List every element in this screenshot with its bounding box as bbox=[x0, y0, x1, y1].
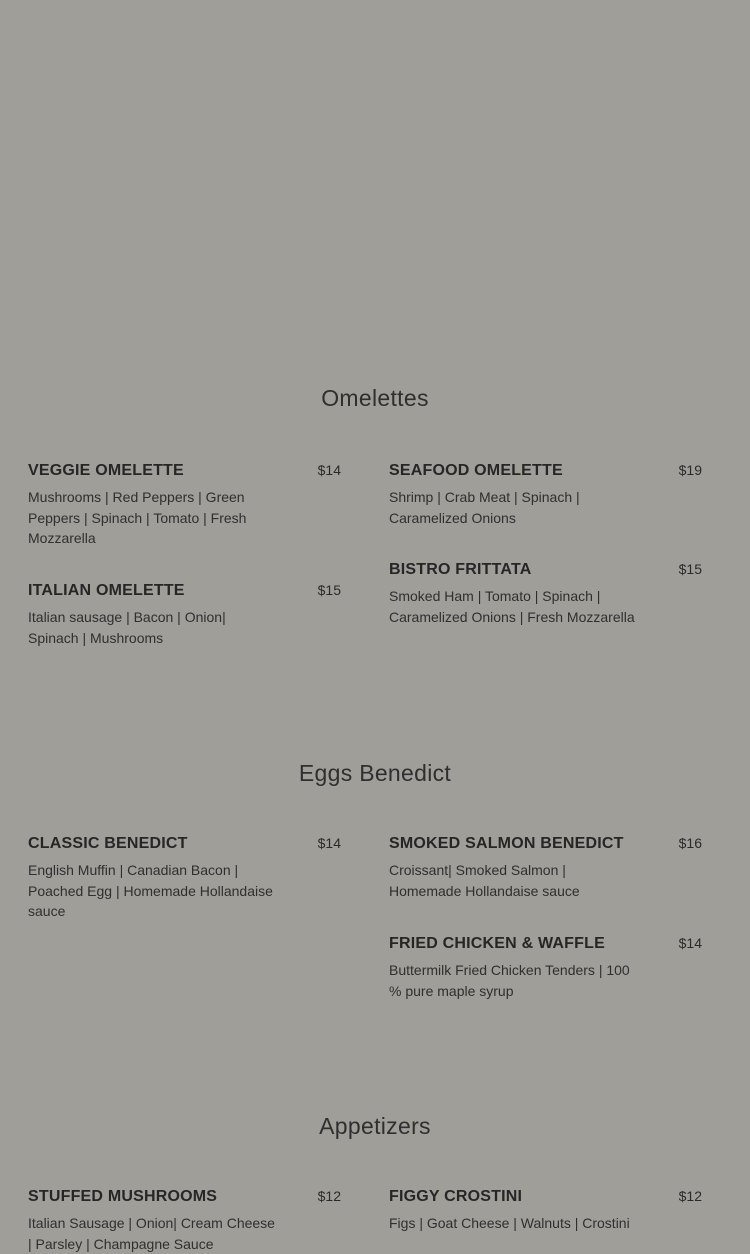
menu-item-bistro-frittata bbox=[389, 560, 702, 627]
item-description: Figs | Goat Cheese | Walnuts | Crostini bbox=[389, 1215, 630, 1231]
item-name: FRIED CHICKEN & WAFFLE bbox=[389, 935, 605, 952]
section-title-eggs-benedict: Eggs Benedict bbox=[298, 760, 452, 786]
item-description: Smoked Ham | Tomato | Spinach | Caramelized Onions | Fresh Mozzarella bbox=[389, 588, 635, 625]
menu-item-stuffed-mushrooms bbox=[28, 1187, 341, 1254]
item-name: CLASSIC BENEDICT bbox=[28, 835, 188, 852]
item-name: FIGGY CROSTINI bbox=[389, 1188, 523, 1205]
item-name: SEAFOOD OMELETTE bbox=[389, 462, 563, 479]
menu-item-smoked-salmon-benedict bbox=[389, 834, 702, 901]
menu-item-veggie-omelette bbox=[28, 461, 341, 549]
item-price: $15 bbox=[678, 561, 702, 577]
item-name: STUFFED MUSHROOMS bbox=[28, 1188, 218, 1205]
item-price: $16 bbox=[678, 835, 702, 851]
menu-item-seafood-omelette bbox=[389, 461, 702, 528]
item-price: $14 bbox=[317, 835, 341, 851]
item-name: SMOKED SALMON BENEDICT bbox=[389, 835, 624, 852]
item-description: Italian sausage | Bacon | Onion| Spinach | Mushrooms bbox=[28, 609, 226, 646]
item-description: Croissant| Smoked Salmon | Homemade Hollandaise sauce bbox=[389, 862, 580, 899]
item-price: $14 bbox=[317, 462, 341, 478]
item-description: Italian Sausage | Onion| Cream Cheese | Parsley | Champagne Sauce bbox=[28, 1215, 275, 1252]
item-price: $12 bbox=[678, 1188, 702, 1204]
hero-image-area bbox=[0, 0, 750, 340]
section-title-omelettes: Omelettes bbox=[321, 385, 429, 411]
item-price: $12 bbox=[317, 1188, 341, 1204]
item-price: $14 bbox=[678, 935, 702, 951]
item-description: English Muffin | Canadian Bacon | Poached Egg | Homemade Hollandaise sauce bbox=[28, 862, 273, 919]
item-description: Mushrooms | Red Peppers | Green Peppers | Spinach | Tomato | Fresh Mozzarella bbox=[28, 489, 247, 546]
section-title-appetizers: Appetizers bbox=[319, 1113, 431, 1139]
item-name: VEGGIE OMELETTE bbox=[28, 462, 184, 479]
menu-item-figgy-crostini bbox=[389, 1187, 702, 1234]
item-price: $19 bbox=[678, 462, 702, 478]
item-price: $15 bbox=[317, 582, 341, 598]
menu-item-italian-omelette bbox=[28, 581, 341, 648]
item-description: Buttermilk Fried Chicken Tenders | 100 % pure maple syrup bbox=[389, 962, 630, 999]
item-name: BISTRO FRITTATA bbox=[389, 561, 532, 578]
item-description: Shrimp | Crab Meat | Spinach | Caramelized Onions bbox=[389, 489, 580, 526]
menu-item-fried-chicken-waffle bbox=[389, 934, 702, 1001]
item-name: ITALIAN OMELETTE bbox=[28, 582, 185, 599]
menu-item-classic-benedict bbox=[28, 834, 341, 922]
